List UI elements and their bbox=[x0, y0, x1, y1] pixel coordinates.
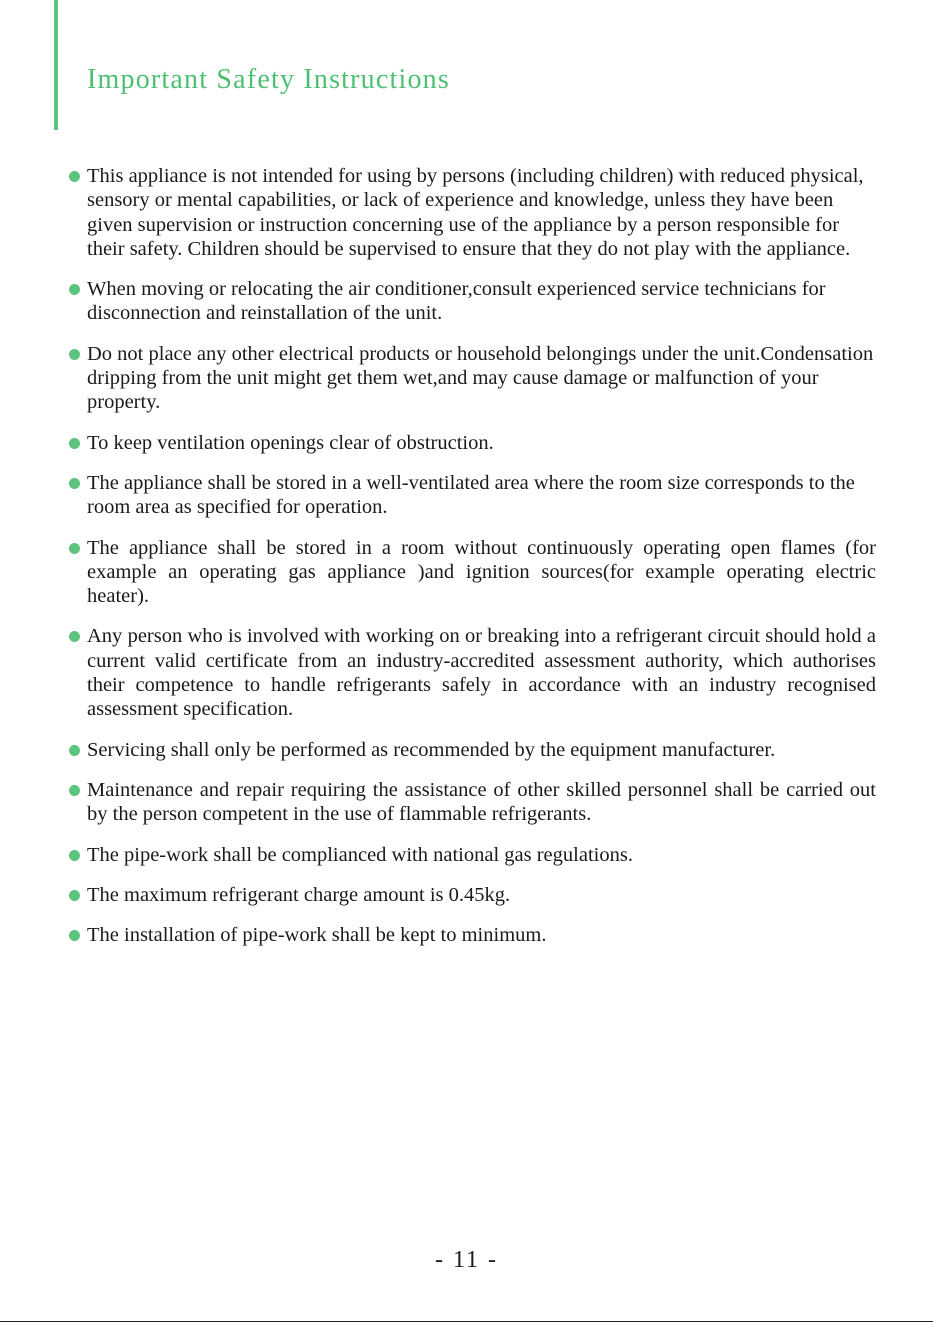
title-accent-bar bbox=[54, 0, 58, 130]
instruction-item bbox=[0, 536, 933, 609]
safety-instructions-list bbox=[0, 164, 933, 963]
instruction-text: This appliance is not intended for using by persons (including children) with reduced physical, sensory or mental capabilities, or lack of experience and knowledge, unless they have been given supervision or instruction concerning use of the appliance by a person responsible for their safety. Children should be supervised to ensure that they do not play with the appliance. bbox=[87, 165, 864, 260]
instruction-item bbox=[0, 923, 933, 947]
bullet-dot-icon bbox=[69, 850, 80, 861]
instruction-text: The maximum refrigerant charge amount is 0.45kg. bbox=[87, 883, 511, 906]
bullet-dot-icon bbox=[69, 930, 80, 941]
instruction-text: The appliance shall be stored in a room without continuously operating open flames (for example an operating gas appliance )and ignition sources(for example operating electric heater). bbox=[87, 536, 876, 608]
instruction-item bbox=[0, 843, 933, 867]
instruction-text: The appliance shall be stored in a well-ventilated area where the room size corresponds to the room area as specified for operation. bbox=[87, 471, 855, 519]
instruction-text: To keep ventilation openings clear of obstruction. bbox=[87, 431, 494, 454]
bullet-dot-icon bbox=[69, 171, 80, 182]
bullet-dot-icon bbox=[69, 890, 80, 901]
instruction-item bbox=[0, 883, 933, 907]
instruction-item bbox=[0, 431, 933, 455]
instruction-item bbox=[0, 164, 933, 261]
instruction-item bbox=[0, 624, 933, 721]
bullet-dot-icon bbox=[69, 438, 80, 449]
instruction-text: The installation of pipe-work shall be kept to minimum. bbox=[87, 924, 547, 947]
page-title: Important Safety Instructions bbox=[87, 64, 450, 95]
instruction-text: Servicing shall only be performed as recommended by the equipment manufacturer. bbox=[87, 738, 776, 761]
instruction-item bbox=[0, 277, 933, 326]
instruction-text: Maintenance and repair requiring the assistance of other skilled personnel shall be carried out by the person competent in the use of flammable refrigerants. bbox=[87, 778, 876, 826]
page-number: - 11 - bbox=[434, 1247, 499, 1273]
bullet-dot-icon bbox=[69, 785, 80, 796]
instruction-item bbox=[0, 778, 933, 827]
instruction-text: Do not place any other electrical products or household belongings under the unit.Condensation dripping from the unit might get them wet,and may cause damage or malfunction of your property. bbox=[87, 342, 874, 414]
bullet-dot-icon bbox=[69, 745, 80, 756]
bullet-dot-icon bbox=[69, 631, 80, 642]
bullet-dot-icon bbox=[69, 543, 80, 554]
instruction-item bbox=[0, 471, 933, 520]
bottom-divider bbox=[0, 1321, 933, 1322]
bullet-dot-icon bbox=[69, 284, 80, 295]
instruction-text: Any person who is involved with working on or breaking into a refrigerant circuit should hold a current valid certificate from an industry-accredited assessment authority, which authorises their competence to handle refrigerants safely in accordance with an industry recognised assessment specification. bbox=[87, 625, 876, 721]
instruction-item bbox=[0, 738, 933, 762]
instruction-text: The pipe-work shall be complianced with national gas regulations. bbox=[87, 843, 633, 866]
instruction-item bbox=[0, 342, 933, 415]
bullet-dot-icon bbox=[69, 478, 80, 489]
instruction-text: When moving or relocating the air conditioner,consult experienced service technicians for disconnection and reinstallation of the unit. bbox=[87, 278, 826, 325]
bullet-dot-icon bbox=[69, 349, 80, 360]
